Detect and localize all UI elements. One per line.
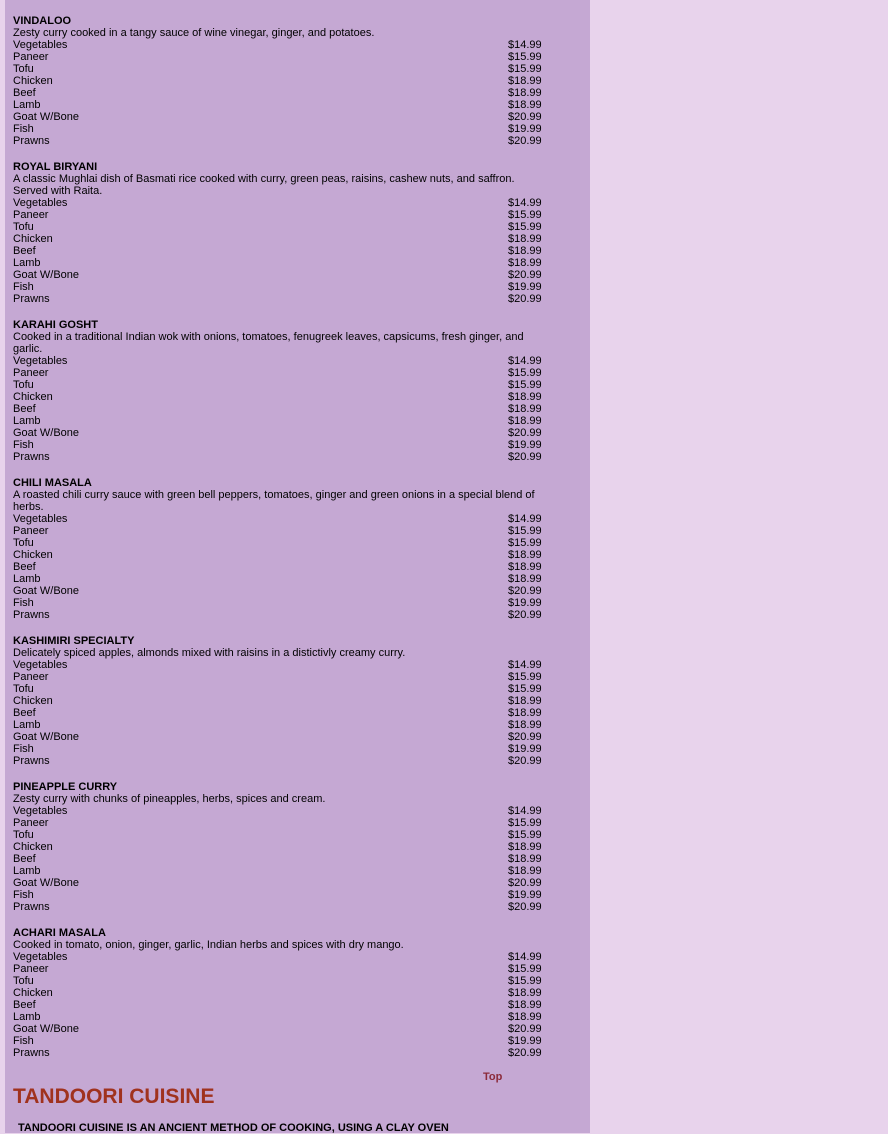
price-row xyxy=(13,427,553,439)
option-price: $18.99 xyxy=(508,391,542,403)
option-price: $18.99 xyxy=(508,719,542,731)
option-label: Fish xyxy=(13,439,34,451)
option-price: $18.99 xyxy=(508,257,542,269)
option-price: $20.99 xyxy=(508,1047,542,1059)
option-price: $15.99 xyxy=(508,671,542,683)
price-row xyxy=(13,585,553,597)
section-intro: TANDOORI CUISINE IS AN ANCIENT METHOD OF COOKING, USING A CLAY OVEN xyxy=(18,1122,449,1134)
price-row xyxy=(13,1023,553,1035)
price-row xyxy=(13,573,553,585)
dish-description: Zesty curry with chunks of pineapples, herbs, spices and cream. xyxy=(13,793,326,805)
option-label: Beef xyxy=(13,999,36,1011)
option-label: Vegetables xyxy=(13,805,68,817)
price-row xyxy=(13,111,553,123)
dish-list xyxy=(13,15,553,1073)
option-price: $14.99 xyxy=(508,197,542,209)
dish-name: CHILI MASALA xyxy=(13,477,92,489)
price-row xyxy=(13,671,553,683)
option-price: $20.99 xyxy=(508,877,542,889)
option-price: $18.99 xyxy=(508,549,542,561)
price-row xyxy=(13,597,553,609)
option-label: Beef xyxy=(13,87,36,99)
option-price: $19.99 xyxy=(508,281,542,293)
price-row xyxy=(13,87,553,99)
price-row xyxy=(13,513,553,525)
dish-block xyxy=(13,635,553,767)
price-row xyxy=(13,39,553,51)
option-price: $18.99 xyxy=(508,403,542,415)
price-row xyxy=(13,257,553,269)
option-price: $18.99 xyxy=(508,707,542,719)
price-row xyxy=(13,999,553,1011)
option-label: Beef xyxy=(13,561,36,573)
option-label: Vegetables xyxy=(13,39,68,51)
option-price: $20.99 xyxy=(508,901,542,913)
price-row xyxy=(13,367,553,379)
price-row xyxy=(13,865,553,877)
option-label: Vegetables xyxy=(13,951,68,963)
option-price: $15.99 xyxy=(508,51,542,63)
option-label: Prawns xyxy=(13,451,50,463)
option-label: Tofu xyxy=(13,379,34,391)
price-row xyxy=(13,209,553,221)
dish-description: Cooked in a traditional Indian wok with onions, tomatoes, fenugreek leaves, capsicums, fresh ginger, and garlic. xyxy=(13,331,524,355)
option-price: $20.99 xyxy=(508,269,542,281)
option-price: $14.99 xyxy=(508,951,542,963)
option-price: $20.99 xyxy=(508,585,542,597)
option-price: $18.99 xyxy=(508,1011,542,1023)
option-price: $20.99 xyxy=(508,427,542,439)
option-label: Paneer xyxy=(13,525,49,537)
price-row xyxy=(13,99,553,111)
option-label: Tofu xyxy=(13,975,34,987)
dish-block xyxy=(13,781,553,913)
option-price: $19.99 xyxy=(508,123,542,135)
price-row xyxy=(13,233,553,245)
option-label: Tofu xyxy=(13,683,34,695)
price-row xyxy=(13,379,553,391)
option-label: Vegetables xyxy=(13,513,68,525)
option-label: Goat W/Bone xyxy=(13,1023,80,1035)
dish-block xyxy=(13,477,553,621)
option-price: $14.99 xyxy=(508,513,542,525)
price-row xyxy=(13,659,553,671)
option-label: Paneer xyxy=(13,963,49,975)
dish-name: ACHARI MASALA xyxy=(13,927,106,939)
price-row xyxy=(13,829,553,841)
price-row xyxy=(13,221,553,233)
price-row xyxy=(13,877,553,889)
option-price: $19.99 xyxy=(508,743,542,755)
price-row xyxy=(13,245,553,257)
price-row xyxy=(13,987,553,999)
top-link[interactable]: Top xyxy=(483,1071,503,1083)
price-row xyxy=(13,707,553,719)
option-label: Paneer xyxy=(13,817,49,829)
dish-description: Delicately spiced apples, almonds mixed with raisins in a distictivly creamy curry. xyxy=(13,647,406,659)
price-row xyxy=(13,525,553,537)
price-row xyxy=(13,561,553,573)
price-row xyxy=(13,1011,553,1023)
option-price: $19.99 xyxy=(508,439,542,451)
dish-description: Zesty curry cooked in a tangy sauce of wine vinegar, ginger, and potatoes. xyxy=(13,27,375,39)
price-row xyxy=(13,197,553,209)
price-row xyxy=(13,269,553,281)
option-price: $15.99 xyxy=(508,829,542,841)
option-price: $15.99 xyxy=(508,975,542,987)
option-label: Lamb xyxy=(13,1011,41,1023)
dish-name: ROYAL BIRYANI xyxy=(13,161,98,173)
option-label: Vegetables xyxy=(13,197,68,209)
price-row xyxy=(13,135,553,147)
option-label: Beef xyxy=(13,403,36,415)
option-price: $18.99 xyxy=(508,233,542,245)
price-row xyxy=(13,817,553,829)
option-label: Fish xyxy=(13,1035,34,1047)
price-row xyxy=(13,403,553,415)
option-label: Goat W/Bone xyxy=(13,585,80,597)
price-row xyxy=(13,889,553,901)
option-price: $15.99 xyxy=(508,525,542,537)
option-label: Chicken xyxy=(13,391,53,403)
option-price: $14.99 xyxy=(508,805,542,817)
price-row xyxy=(13,853,553,865)
price-row xyxy=(13,719,553,731)
dish-name: KASHIMIRI SPECIALTY xyxy=(13,635,135,647)
option-label: Lamb xyxy=(13,257,41,269)
option-label: Prawns xyxy=(13,293,50,305)
option-label: Goat W/Bone xyxy=(13,731,80,743)
dish-block xyxy=(13,161,553,305)
option-label: Chicken xyxy=(13,841,53,853)
option-label: Tofu xyxy=(13,537,34,549)
option-label: Fish xyxy=(13,123,34,135)
price-row xyxy=(13,537,553,549)
option-price: $14.99 xyxy=(508,39,542,51)
option-price: $18.99 xyxy=(508,245,542,257)
price-row xyxy=(13,609,553,621)
price-row xyxy=(13,293,553,305)
option-label: Lamb xyxy=(13,865,41,877)
option-price: $18.99 xyxy=(508,573,542,585)
dish-name: PINEAPPLE CURRY xyxy=(13,781,118,793)
price-row xyxy=(13,123,553,135)
option-price: $19.99 xyxy=(508,1035,542,1047)
price-row xyxy=(13,683,553,695)
option-price: $19.99 xyxy=(508,889,542,901)
option-price: $15.99 xyxy=(508,221,542,233)
price-row xyxy=(13,63,553,75)
option-label: Paneer xyxy=(13,51,49,63)
option-label: Fish xyxy=(13,281,34,293)
option-label: Paneer xyxy=(13,209,49,221)
dish-name: VINDALOO xyxy=(13,15,72,27)
price-row xyxy=(13,743,553,755)
option-label: Fish xyxy=(13,597,34,609)
option-price: $20.99 xyxy=(508,451,542,463)
option-label: Vegetables xyxy=(13,355,68,367)
option-price: $18.99 xyxy=(508,841,542,853)
dish-description: Cooked in tomato, onion, ginger, garlic, Indian herbs and spices with dry mango. xyxy=(13,939,404,951)
option-price: $18.99 xyxy=(508,865,542,877)
option-label: Lamb xyxy=(13,415,41,427)
price-row xyxy=(13,841,553,853)
option-price: $18.99 xyxy=(508,75,542,87)
price-row xyxy=(13,1047,553,1059)
option-price: $18.99 xyxy=(508,987,542,999)
dish-name: KARAHI GOSHT xyxy=(13,319,98,331)
option-price: $19.99 xyxy=(508,597,542,609)
option-label: Paneer xyxy=(13,671,49,683)
option-label: Goat W/Bone xyxy=(13,427,80,439)
menu-column xyxy=(5,0,590,1133)
option-label: Prawns xyxy=(13,1047,50,1059)
dish-block xyxy=(13,319,553,463)
option-label: Tofu xyxy=(13,63,34,75)
option-price: $20.99 xyxy=(508,1023,542,1035)
option-label: Paneer xyxy=(13,367,49,379)
option-price: $14.99 xyxy=(508,659,542,671)
option-label: Goat W/Bone xyxy=(13,269,80,281)
option-label: Vegetables xyxy=(13,659,68,671)
price-row xyxy=(13,951,553,963)
price-row xyxy=(13,805,553,817)
option-label: Lamb xyxy=(13,573,41,585)
option-label: Prawns xyxy=(13,901,50,913)
option-price: $20.99 xyxy=(508,755,542,767)
option-label: Tofu xyxy=(13,221,34,233)
price-row xyxy=(13,1035,553,1047)
option-label: Chicken xyxy=(13,549,53,561)
option-price: $14.99 xyxy=(508,355,542,367)
option-price: $15.99 xyxy=(508,379,542,391)
option-label: Beef xyxy=(13,853,36,865)
option-label: Beef xyxy=(13,245,36,257)
dish-description: A roasted chili curry sauce with green bell peppers, tomatoes, ginger and green onions in a special blend of herbs. xyxy=(13,489,535,513)
price-row xyxy=(13,901,553,913)
option-label: Lamb xyxy=(13,719,41,731)
option-price: $18.99 xyxy=(508,853,542,865)
option-label: Chicken xyxy=(13,75,53,87)
option-price: $20.99 xyxy=(508,111,542,123)
option-price: $20.99 xyxy=(508,293,542,305)
price-row xyxy=(13,439,553,451)
price-row xyxy=(13,549,553,561)
price-row xyxy=(13,695,553,707)
price-row xyxy=(13,755,553,767)
price-row xyxy=(13,415,553,427)
option-label: Tofu xyxy=(13,829,34,841)
option-price: $15.99 xyxy=(508,683,542,695)
option-label: Fish xyxy=(13,889,34,901)
price-row xyxy=(13,51,553,63)
option-label: Beef xyxy=(13,707,36,719)
option-label: Fish xyxy=(13,743,34,755)
option-label: Chicken xyxy=(13,987,53,999)
price-row xyxy=(13,451,553,463)
option-label: Lamb xyxy=(13,99,41,111)
dish-block xyxy=(13,927,553,1059)
option-price: $15.99 xyxy=(508,367,542,379)
option-label: Goat W/Bone xyxy=(13,111,80,123)
option-price: $18.99 xyxy=(508,87,542,99)
price-row xyxy=(13,391,553,403)
option-label: Prawns xyxy=(13,135,50,147)
dish-description: A classic Mughlai dish of Basmati rice cooked with curry, green peas, raisins, cashew nuts, and saffron. Served with Raita. xyxy=(13,173,515,197)
option-price: $18.99 xyxy=(508,415,542,427)
price-row xyxy=(13,731,553,743)
option-label: Chicken xyxy=(13,695,53,707)
option-price: $20.99 xyxy=(508,135,542,147)
option-price: $18.99 xyxy=(508,999,542,1011)
option-price: $15.99 xyxy=(508,209,542,221)
section-heading: TANDOORI CUISINE xyxy=(13,1085,215,1108)
price-row xyxy=(13,281,553,293)
price-row xyxy=(13,975,553,987)
option-label: Prawns xyxy=(13,609,50,621)
price-row xyxy=(13,963,553,975)
option-price: $15.99 xyxy=(508,963,542,975)
price-row xyxy=(13,75,553,87)
option-price: $15.99 xyxy=(508,63,542,75)
option-label: Goat W/Bone xyxy=(13,877,80,889)
option-price: $20.99 xyxy=(508,609,542,621)
price-row xyxy=(13,355,553,367)
option-price: $15.99 xyxy=(508,537,542,549)
option-label: Prawns xyxy=(13,755,50,767)
option-price: $20.99 xyxy=(508,731,542,743)
option-label: Chicken xyxy=(13,233,53,245)
option-price: $18.99 xyxy=(508,561,542,573)
dish-block xyxy=(13,15,553,147)
option-price: $18.99 xyxy=(508,695,542,707)
option-price: $18.99 xyxy=(508,99,542,111)
option-price: $15.99 xyxy=(508,817,542,829)
